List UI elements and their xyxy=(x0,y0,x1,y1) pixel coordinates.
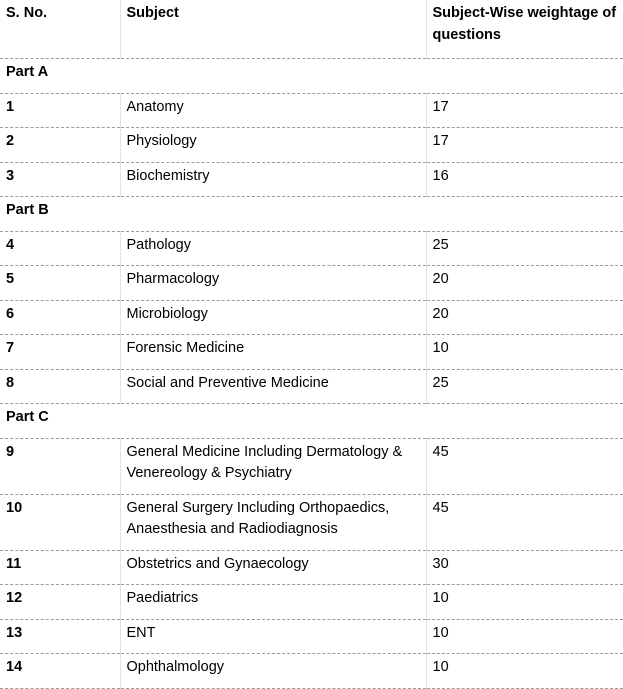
part-title: Part A xyxy=(0,59,623,94)
table-row xyxy=(0,619,623,654)
table-row xyxy=(0,300,623,335)
weightage-cell: 10 xyxy=(426,619,623,654)
sno-cell: 4 xyxy=(0,231,120,266)
weightage-cell: 30 xyxy=(426,550,623,585)
subject-cell: ENT xyxy=(120,619,426,654)
table-row xyxy=(0,494,623,550)
sno-cell: 2 xyxy=(0,128,120,163)
sno-cell: 13 xyxy=(0,619,120,654)
header-row xyxy=(0,0,623,59)
table-row xyxy=(0,231,623,266)
sno-cell: 11 xyxy=(0,550,120,585)
header-subject: Subject xyxy=(120,0,426,59)
part-row xyxy=(0,404,623,439)
sno-cell: 8 xyxy=(0,369,120,404)
table-row xyxy=(0,266,623,301)
sno-cell: 12 xyxy=(0,585,120,620)
weightage-cell: 45 xyxy=(426,494,623,550)
sno-cell: 5 xyxy=(0,266,120,301)
table-row xyxy=(0,162,623,197)
weightage-cell: 16 xyxy=(426,162,623,197)
subject-cell: Pathology xyxy=(120,231,426,266)
part-row xyxy=(0,59,623,94)
table-row xyxy=(0,654,623,689)
table-row xyxy=(0,93,623,128)
sno-cell: 1 xyxy=(0,93,120,128)
table-row xyxy=(0,438,623,494)
subject-cell: Paediatrics xyxy=(120,585,426,620)
weightage-cell: 45 xyxy=(426,438,623,494)
weightage-cell: 17 xyxy=(426,93,623,128)
table-row xyxy=(0,128,623,163)
table-row xyxy=(0,369,623,404)
subject-cell: Microbiology xyxy=(120,300,426,335)
subject-cell: Biochemistry xyxy=(120,162,426,197)
weightage-cell: 20 xyxy=(426,300,623,335)
subject-cell: Pharmacology xyxy=(120,266,426,301)
table-row xyxy=(0,335,623,370)
subject-cell: Social and Preventive Medicine xyxy=(120,369,426,404)
subject-cell: General Surgery Including Orthopaedics, Anaesthesia and Radiodiagnosis xyxy=(120,494,426,550)
weightage-cell: 20 xyxy=(426,266,623,301)
weightage-cell: 25 xyxy=(426,231,623,266)
subject-cell: Anatomy xyxy=(120,93,426,128)
sno-cell: 6 xyxy=(0,300,120,335)
weightage-cell: 10 xyxy=(426,335,623,370)
sno-cell: 9 xyxy=(0,438,120,494)
sno-cell: 10 xyxy=(0,494,120,550)
sno-cell: 14 xyxy=(0,654,120,689)
table-row xyxy=(0,585,623,620)
weightage-cell: 10 xyxy=(426,654,623,689)
sno-cell: 3 xyxy=(0,162,120,197)
header-sno: S. No. xyxy=(0,0,120,59)
part-title: Part C xyxy=(0,404,623,439)
part-title: Part B xyxy=(0,197,623,232)
subject-cell: Obstetrics and Gynaecology xyxy=(120,550,426,585)
subject-cell: General Medicine Including Dermatology & Venereology & Psychiatry xyxy=(120,438,426,494)
subject-cell: Forensic Medicine xyxy=(120,335,426,370)
weightage-cell: 10 xyxy=(426,585,623,620)
sno-cell: 7 xyxy=(0,335,120,370)
weightage-cell: 25 xyxy=(426,369,623,404)
subject-cell: Ophthalmology xyxy=(120,654,426,689)
table-row xyxy=(0,550,623,585)
header-weightage: Subject-Wise weightage of questions xyxy=(426,0,623,59)
weightage-cell: 17 xyxy=(426,128,623,163)
part-row xyxy=(0,197,623,232)
subject-cell: Physiology xyxy=(120,128,426,163)
